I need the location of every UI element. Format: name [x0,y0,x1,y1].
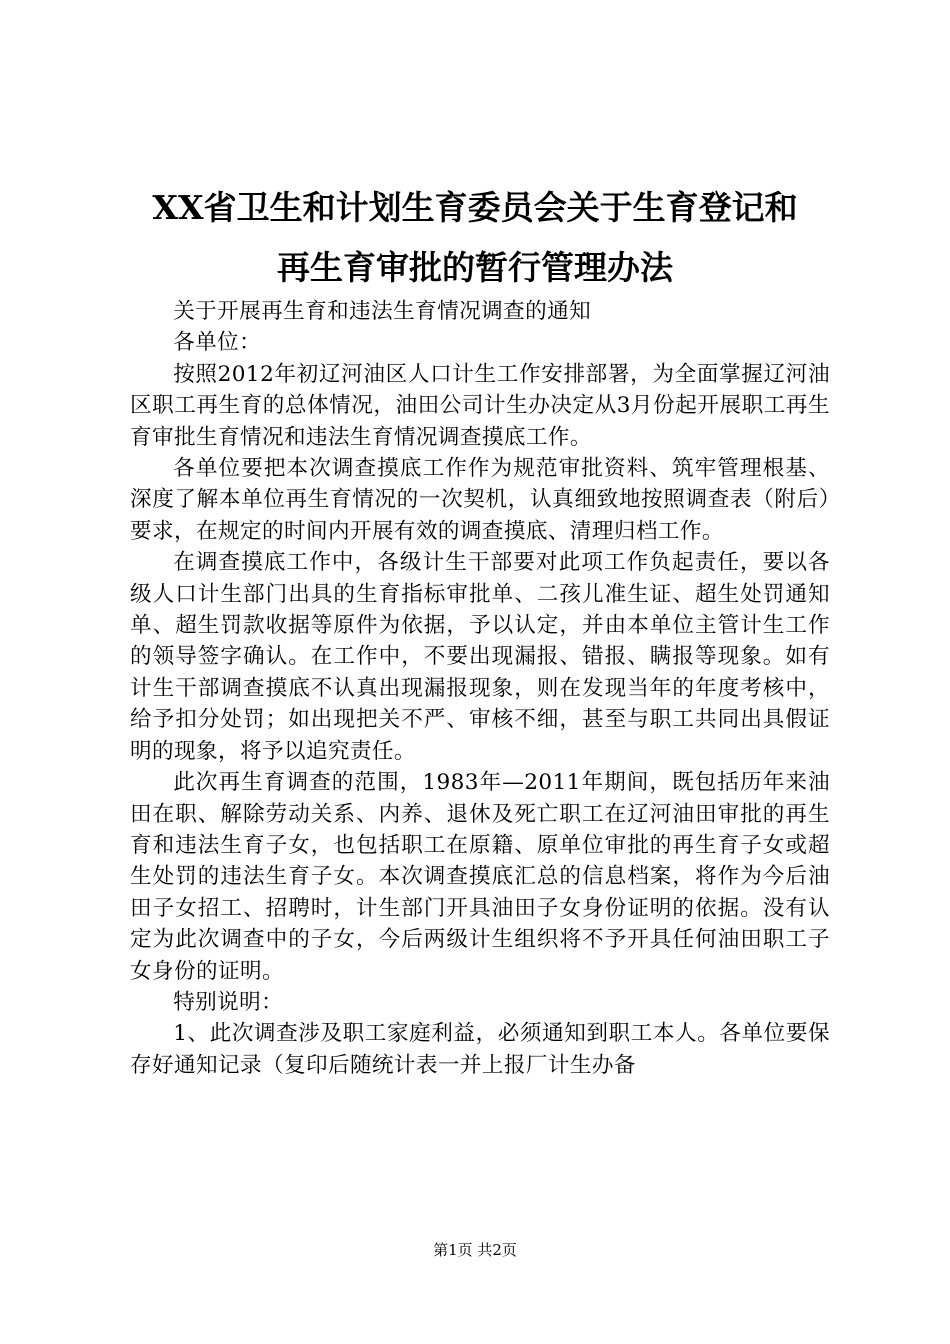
special-note-heading: 特别说明： [173,989,284,1015]
body-paragraph: 在调查摸底工作中，各级计生干部要对此项工作负起责任，要以各级人口计生部门出具的生育指标审批单、二孩儿准生证、超生处罚通知单、超生罚款收据等原件为依据，予以认定，并由本单位主管计生工作的领导签字确认。在工作中，不要出现漏报、错报、瞒报等现象。如有计生干部调查摸底不认真出现漏报现象，则在发现当年的年度考核中，给予扣分处罚；如出现把关不严、审核不细，甚至与职工共同出具假证明的现象，将予以追究责任。 [130,550,830,764]
document-title-line-1: XX省卫生和计划生育委员会关于生育登记和 [152,188,798,227]
page-indicator: 第1页 共2页 [433,1241,517,1259]
body-paragraph: 此次再生育调查的范围，1983年—2011年期间，既包括历年来油田在职、解除劳动关系、内养、退休及死亡职工在辽河油田审批的再生育和违法生育子女，也包括职工在原籍、原单位审批的再生育子女或超生处罚的违法生育子女。本次调查摸底汇总的信息档案，将作为今后油田子女招工、招聘时，计生部门开具油田子女身份证明的依据。没有认定为此次调查中的子女，今后两级计生组织将不予开具任何油田职工子女身份的证明。 [130,770,830,984]
body-paragraph: 各单位要把本次调查摸底工作作为规范审批资料、筑牢管理根基、深度了解本单位再生育情况的一次契机，认真细致地按照调查表（附后）要求，在规定的时间内开展有效的调查摸底、清理归档工作。 [130,456,830,544]
document-title-line-2: 再生育审批的暂行管理办法 [277,248,673,287]
document-body [130,296,830,1081]
body-paragraph: 按照2012年初辽河油区人口计生工作安排部署，为全面掌握辽河油区职工再生育的总体情况，油田公司计生办决定从3月份起开展职工再生育审批生育情况和违法生育情况调查摸底工作。 [130,361,830,450]
notice-heading: 关于开展再生育和违法生育情况调查的通知 [173,299,592,324]
salutation: 各单位： [173,330,262,356]
body-paragraph: 1、此次调查涉及职工家庭利益，必须通知到职工本人。各单位要保存好通知记录（复印后随统计表一并上报厂计生办备 [130,1021,830,1078]
